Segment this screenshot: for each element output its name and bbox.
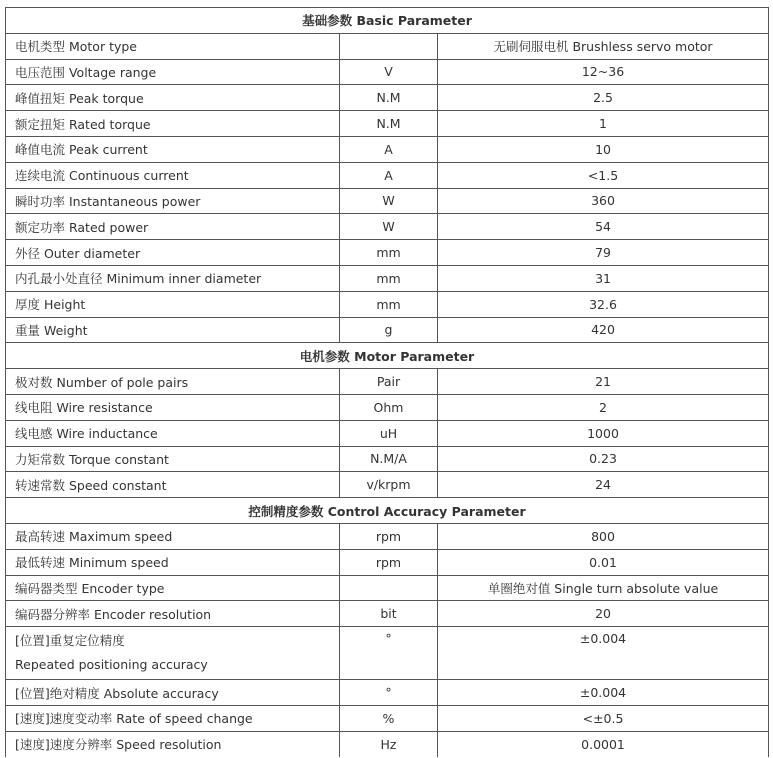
param-value: 1 (438, 111, 769, 137)
param-unit: N.M (340, 85, 438, 111)
param-value: ±0.004 (438, 680, 769, 706)
table-row (6, 472, 769, 498)
param-value: 0.01 (438, 549, 769, 575)
param-name: 峰值电流 Peak current (6, 136, 340, 162)
param-name: [速度]速度分辨率 Speed resolution (6, 731, 340, 756)
param-unit: ° (340, 627, 438, 680)
table-row (6, 680, 769, 706)
section-header-row (6, 8, 769, 34)
table-row (6, 369, 769, 395)
param-name: 重量 Weight (6, 317, 340, 343)
param-unit: V (340, 59, 438, 85)
table-row (6, 111, 769, 137)
param-name: 瞬时功率 Instantaneous power (6, 188, 340, 214)
table-row (6, 240, 769, 266)
table-row (6, 59, 769, 85)
table-row (6, 188, 769, 214)
param-name: 最低转速 Minimum speed (6, 549, 340, 575)
table-row (6, 214, 769, 240)
table-row (6, 33, 769, 59)
param-value: ±0.004 (438, 627, 769, 680)
param-value: 2.5 (438, 85, 769, 111)
param-name: 编码器类型 Encoder type (6, 575, 340, 601)
param-name: 电机类型 Motor type (6, 33, 340, 59)
param-name: 额定功率 Rated power (6, 214, 340, 240)
param-value: 20 (438, 601, 769, 627)
param-unit: N.M/A (340, 446, 438, 472)
param-value: 0.0001 (438, 731, 769, 756)
param-value: 360 (438, 188, 769, 214)
table-row (6, 162, 769, 188)
param-unit: mm (340, 240, 438, 266)
parameter-table (5, 7, 769, 757)
param-name: 额定扭矩 Rated torque (6, 111, 340, 137)
param-unit: N.M (340, 111, 438, 137)
param-unit (340, 33, 438, 59)
param-value: 420 (438, 317, 769, 343)
table-row (6, 575, 769, 601)
section-title: 控制精度参数 Control Accuracy Parameter (6, 498, 769, 524)
param-name: 转速常数 Speed constant (6, 472, 340, 498)
param-value: 无刷伺服电机 Brushless servo motor (438, 33, 769, 59)
table-row (6, 731, 769, 756)
section-title: 基础参数 Basic Parameter (6, 8, 769, 34)
param-name: 厚度 Height (6, 291, 340, 317)
param-value: 31 (438, 265, 769, 291)
param-name: 峰值扭矩 Peak torque (6, 85, 340, 111)
param-name: [位置]重复定位精度 (15, 633, 125, 649)
param-unit: W (340, 188, 438, 214)
table-row (6, 317, 769, 343)
param-unit: g (340, 317, 438, 343)
param-value: 79 (438, 240, 769, 266)
param-value: 54 (438, 214, 769, 240)
param-value: <1.5 (438, 162, 769, 188)
param-name: 编码器分辨率 Encoder resolution (6, 601, 340, 627)
param-unit: Pair (340, 369, 438, 395)
param-value: 24 (438, 472, 769, 498)
table-row (6, 627, 769, 680)
param-name-cell (6, 627, 340, 680)
param-unit: v/krpm (340, 472, 438, 498)
param-value: <±0.5 (438, 705, 769, 731)
param-unit: ° (340, 680, 438, 706)
param-unit (340, 575, 438, 601)
table-row (6, 549, 769, 575)
param-value: 10 (438, 136, 769, 162)
table-row (6, 446, 769, 472)
param-value: 800 (438, 523, 769, 549)
param-unit: Ohm (340, 394, 438, 420)
param-name: 内孔最小处直径 Minimum inner diameter (6, 265, 340, 291)
param-value: 32.6 (438, 291, 769, 317)
param-unit: mm (340, 291, 438, 317)
param-name: 力矩常数 Torque constant (6, 446, 340, 472)
section-header-row (6, 498, 769, 524)
table-row (6, 85, 769, 111)
param-name: [位置]绝对精度 Absolute accuracy (6, 680, 340, 706)
param-unit: A (340, 162, 438, 188)
table-row (6, 601, 769, 627)
table-row (6, 265, 769, 291)
table-row (6, 136, 769, 162)
section-header-row (6, 343, 769, 369)
param-name: 线电阻 Wire resistance (6, 394, 340, 420)
param-unit: rpm (340, 549, 438, 575)
param-value: 21 (438, 369, 769, 395)
table-row (6, 523, 769, 549)
param-name-line2: Repeated positioning accuracy (15, 657, 208, 673)
param-name: 最高转速 Maximum speed (6, 523, 340, 549)
param-unit: % (340, 705, 438, 731)
param-unit: Hz (340, 731, 438, 756)
param-value: 12~36 (438, 59, 769, 85)
param-name: 外径 Outer diameter (6, 240, 340, 266)
param-name: 电压范围 Voltage range (6, 59, 340, 85)
table-row (6, 394, 769, 420)
param-unit: W (340, 214, 438, 240)
param-value: 2 (438, 394, 769, 420)
param-unit: A (340, 136, 438, 162)
param-unit: mm (340, 265, 438, 291)
table-row (6, 291, 769, 317)
param-unit: rpm (340, 523, 438, 549)
param-name: 连续电流 Continuous current (6, 162, 340, 188)
param-name: 线电感 Wire inductance (6, 420, 340, 446)
param-unit: bit (340, 601, 438, 627)
section-title: 电机参数 Motor Parameter (6, 343, 769, 369)
param-unit: uH (340, 420, 438, 446)
param-name: 极对数 Number of pole pairs (6, 369, 340, 395)
param-value: 0.23 (438, 446, 769, 472)
param-value: 1000 (438, 420, 769, 446)
param-value: 单圈绝对值 Single turn absolute value (438, 575, 769, 601)
table-row (6, 420, 769, 446)
table-row (6, 705, 769, 731)
param-name: [速度]速度变动率 Rate of speed change (6, 705, 340, 731)
